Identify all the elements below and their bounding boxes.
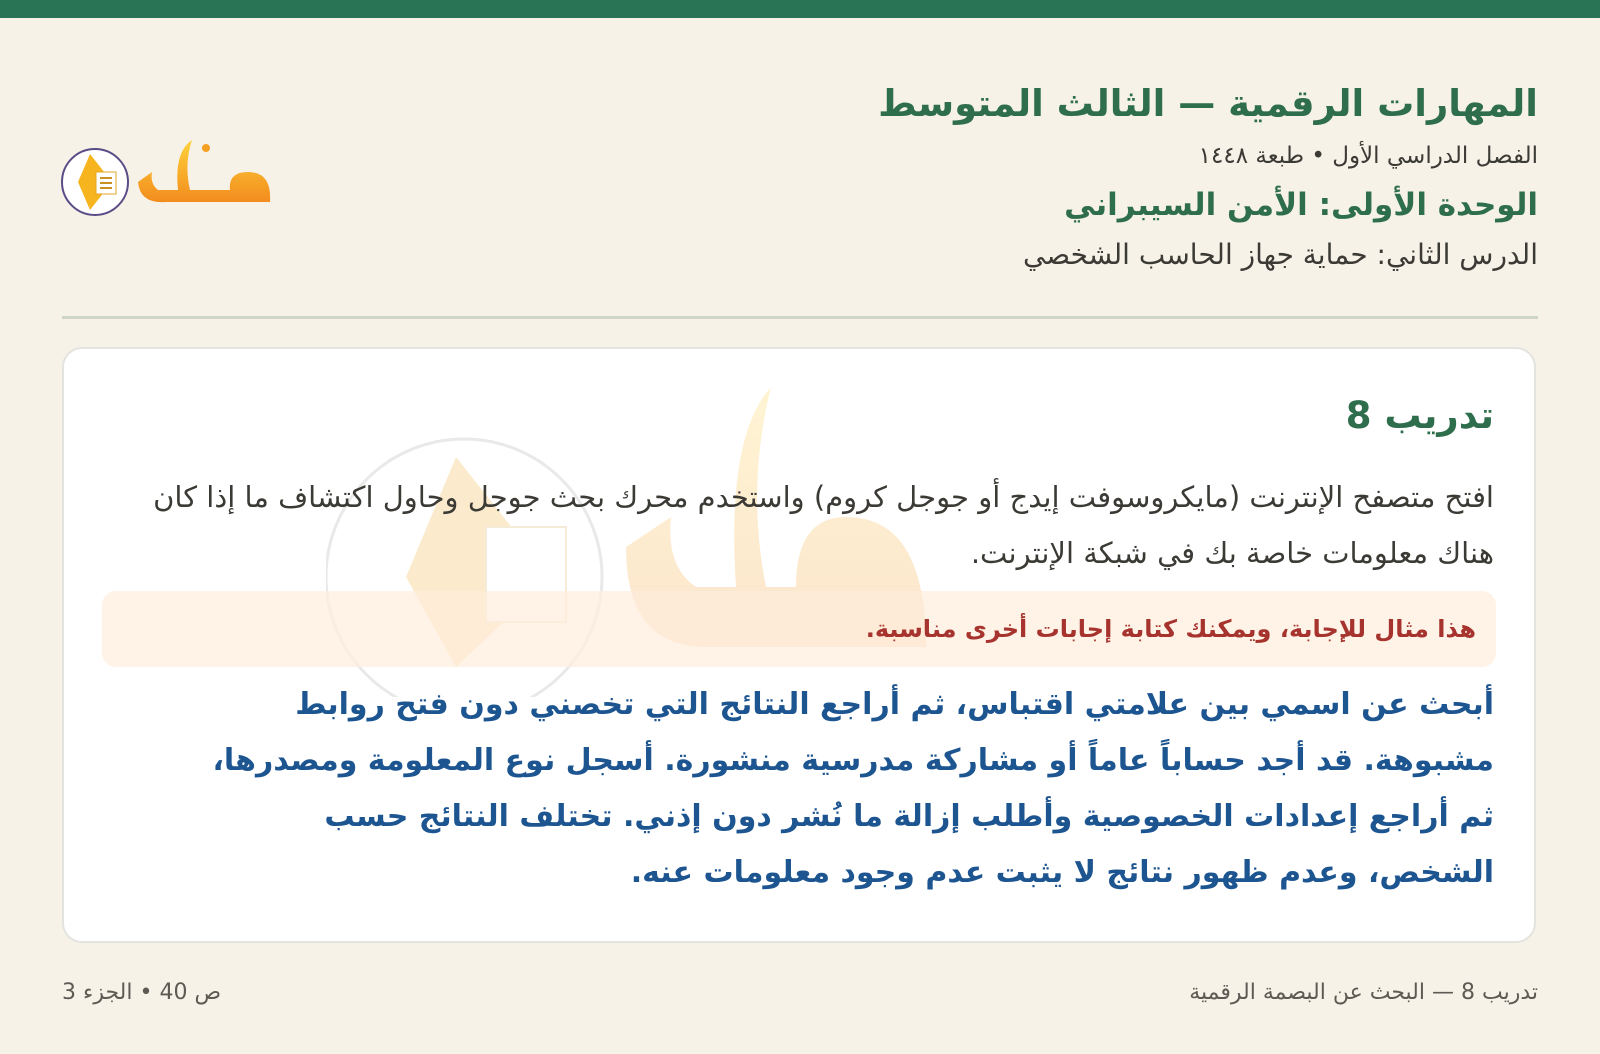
course-title: المهارات الرقمية — الثالث المتوسط — [878, 82, 1538, 125]
semester-edition: الفصل الدراسي الأول • طبعة ١٤٤٨ — [1198, 143, 1538, 169]
page-header — [458, 78, 1538, 274]
answer-note-box — [102, 591, 1496, 667]
top-accent-bar — [0, 0, 1600, 18]
brand-logo — [60, 132, 282, 224]
model-answer: أبحث عن اسمي بين علامتي اقتباس، ثم أراجع النتائج التي تخصني دون فتح روابط مشبوهة. قد أجد حساباً عاماً أو مشاركة مدرسية منشورة. أسجل نوع المعلومة ومصدرها، ثم أراجع إعدادات الخصوصية وأطلب إزالة ما نُشر دون إذني. تختلف النتائج حسب الشخص، وعدم ظهور نتائج لا يثبت عدم وجود معلومات عنه. — [212, 687, 1494, 890]
footer-page-info: ص 40 • الجزء 3 — [62, 980, 222, 1005]
header-divider — [62, 316, 1538, 319]
exercise-card — [62, 347, 1536, 943]
lesson-title: الدرس الثاني: حماية جهاز الحاسب الشخصي — [1022, 238, 1538, 271]
hulul-logo-icon — [60, 132, 282, 224]
exercise-title: تدريب 8 — [1345, 394, 1494, 437]
answer-note: هذا مثال للإجابة، ويمكنك كتابة إجابات أخرى مناسبة. — [865, 615, 1476, 643]
exercise-question: افتح متصفح الإنترنت (مايكروسوفت إيدج أو جوجل كروم) واستخدم محرك بحث جوجل وحاول اكتشاف ما إذا كان هناك معلومات خاصة بك في شبكة الإنترنت. — [153, 480, 1494, 570]
unit-title: الوحدة الأولى: الأمن السيبراني — [1064, 187, 1538, 223]
footer-exercise-label: تدريب 8 — البحث عن البصمة الرقمية — [1189, 980, 1538, 1005]
